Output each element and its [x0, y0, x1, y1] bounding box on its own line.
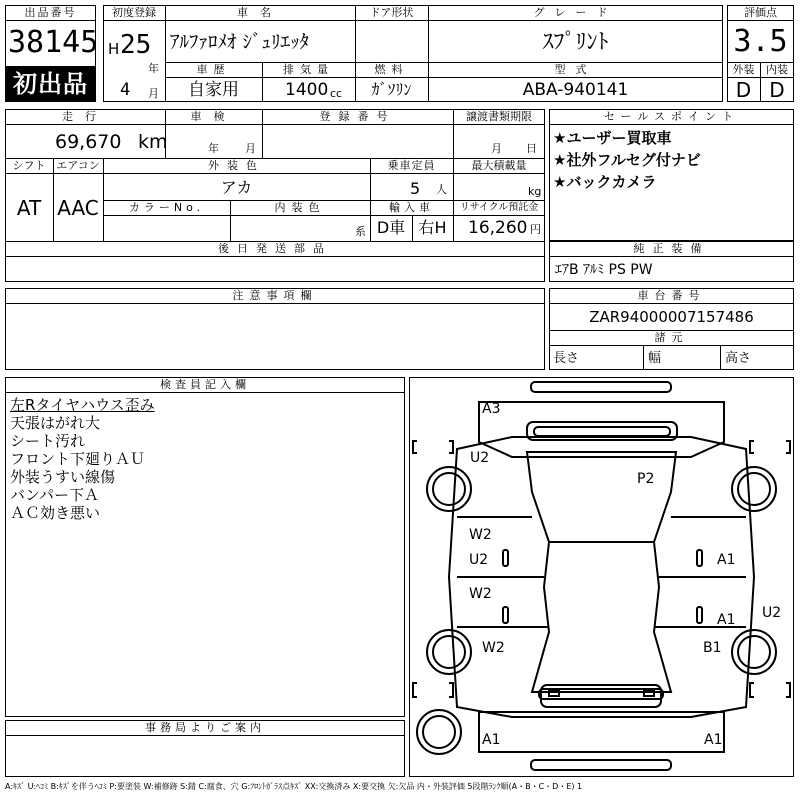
- shift-label: シフト: [12, 159, 46, 172]
- height-label: 高さ: [725, 351, 752, 366]
- transfer-month-unit: 月: [491, 142, 502, 155]
- selling-point-1: ★ユーザー買取車: [553, 129, 672, 147]
- equipment-label: 純正装備: [633, 242, 710, 255]
- mileage-label: 走行: [62, 110, 108, 123]
- max-load-unit: kg: [528, 185, 542, 198]
- lot-number-label: 出品番号: [24, 6, 77, 19]
- steering-value: 右H: [418, 218, 447, 237]
- length-label: 長さ: [553, 351, 580, 366]
- shift-value: AT: [16, 196, 42, 220]
- interior-color-label: 内装色: [274, 201, 326, 214]
- first-listing-badge: 初出品: [5, 66, 96, 102]
- fuel-value: ｶﾞｿﾘﾝ: [371, 80, 412, 99]
- color-value: アカ: [220, 178, 253, 197]
- inspector-item-7: ＡＣ効き悪い: [10, 504, 101, 522]
- first-reg-year: 25: [120, 30, 152, 60]
- later-parts-label: 後日発送部品: [218, 242, 332, 255]
- lot-number: 38145: [8, 25, 99, 60]
- cabin-outline: [532, 542, 671, 692]
- inspector-item-3: シート汚れ: [10, 432, 86, 450]
- capacity-unit: 人: [436, 183, 447, 196]
- chassis-label: 車台番号: [637, 289, 706, 302]
- selling-point-3: ★バックカメラ: [553, 173, 657, 191]
- mark-u2-front-door: U2: [469, 552, 489, 568]
- mark-b1-right: B1: [703, 640, 722, 656]
- exterior-label: 外装: [732, 63, 755, 76]
- car-diagram-svg: [409, 377, 794, 777]
- capacity-label: 乗車定員: [387, 159, 436, 172]
- model-value: ABA-940141: [522, 80, 629, 100]
- chassis-value: ZAR94000007157486: [589, 308, 754, 326]
- mark-a1-bottom-right: A1: [704, 732, 723, 748]
- color-no-label: カラーNo.: [128, 201, 205, 214]
- inspection-year-unit: 年: [208, 142, 219, 155]
- transfer-day-unit: 日: [526, 142, 537, 155]
- hood-outline: [479, 402, 724, 457]
- month-unit: 月: [148, 87, 159, 100]
- inspector-item-1: 左Rタイヤハウス歪み: [10, 396, 155, 414]
- notes-label: 注意事項欄: [232, 289, 318, 302]
- legend-text: A:ｷｽﾞ U:ﾍｺﾐ B:ｷｽﾞを伴うﾍｺﾐ P:要塗装 W:補修跡 S:錆 C:腐食、穴 G:ﾌﾛﾝﾄｶﾞﾗｽ点ｷｽﾞ XX:交換済み X:要交換 欠:欠品 内・外装評価 5段階ﾗﾝｸ順(A・B・C・D・E) 1: [5, 782, 583, 791]
- rear-bumper: [531, 760, 671, 770]
- inspector-item-4: フロント下廻りＡＵ: [10, 450, 146, 468]
- history-value: 自家用: [188, 80, 239, 100]
- mark-a1-right-rear: A1: [717, 612, 736, 628]
- inspector-label: 検査員記入欄: [160, 378, 250, 391]
- first-reg-label: 初度登録: [112, 6, 156, 19]
- displacement-unit: cc: [330, 87, 343, 100]
- mark-u2-right: U2: [762, 605, 782, 621]
- displacement-label: 排気量: [283, 63, 334, 76]
- mark-a1-right-front: A1: [717, 552, 736, 568]
- inspector-item-2: 天張はがれ大: [10, 414, 101, 432]
- selling-points-label: セールスポイント: [603, 110, 739, 123]
- mark-a1-bottom-left: A1: [482, 732, 501, 748]
- interior-label: 内装: [766, 63, 788, 76]
- mark-w2-rear-door: W2: [469, 586, 492, 602]
- recycle-label: リサイクル預託金: [459, 202, 539, 213]
- capacity-value: 5: [410, 179, 421, 198]
- history-label: 車歴: [196, 63, 231, 76]
- inspector-item-5: 外装うすい線傷: [10, 468, 116, 486]
- score-value: 3.5: [733, 24, 788, 59]
- mark-p2: P2: [637, 471, 655, 487]
- door-label: ドア形状: [369, 6, 414, 19]
- inspection-label: 車検: [190, 110, 237, 123]
- interior-grade: D: [769, 78, 785, 102]
- grade-value: ｽﾌﾟﾘﾝﾄ: [542, 30, 609, 55]
- car-name-label: 車名: [237, 6, 283, 19]
- aircon-value: AAC: [57, 196, 99, 220]
- interior-color-suffix: 系: [355, 225, 366, 238]
- equipment-value: ｴｱB ｱﾙﾐ PS PW: [555, 262, 653, 278]
- import-label: 輸入車: [389, 201, 434, 214]
- car-name: ｱﾙﾌｧﾛﾒｵ ｼﾞｭﾘｴｯﾀ: [170, 31, 310, 53]
- reg-number-label: 登録番号: [319, 110, 396, 123]
- transfer-label: 譲渡書類期限: [466, 110, 532, 123]
- displacement-value: 1400: [285, 80, 329, 100]
- mileage-unit: km: [138, 131, 168, 153]
- office-label: 事務局よりご案内: [145, 721, 265, 734]
- import-value: D車: [376, 218, 406, 237]
- mark-w2-rear-fender: W2: [482, 640, 505, 656]
- mark-u2-left-upper: U2: [470, 450, 490, 466]
- exterior-grade: D: [735, 78, 752, 102]
- recycle-unit: 円: [530, 223, 541, 236]
- fuel-label: 燃料: [374, 63, 409, 76]
- mark-w2-front-door: W2: [469, 527, 492, 543]
- score-label: 評価点: [744, 6, 777, 19]
- aircon-label: エアコン: [56, 159, 100, 172]
- recycle-value: 16,260: [468, 218, 528, 238]
- front-bumper-top: [531, 382, 671, 392]
- inspector-item-6: バンパー下Ａ: [10, 486, 99, 504]
- mark-a3: A3: [482, 401, 501, 417]
- roof-outline: [527, 452, 676, 542]
- grade-label: グレード: [533, 6, 618, 19]
- specs-label: 諸元: [654, 331, 689, 344]
- selling-point-2: ★社外フルセグ付ナビ: [553, 151, 701, 169]
- max-load-label: 最大積載量: [471, 159, 527, 172]
- mileage-value: 69,670: [55, 131, 122, 153]
- model-label: 型式: [554, 63, 597, 76]
- year-unit: 年: [148, 62, 159, 75]
- color-label: 外装色: [208, 159, 265, 172]
- era-letter: H: [108, 40, 120, 58]
- first-reg-month: 4: [120, 80, 131, 100]
- inspection-month-unit: 月: [245, 142, 256, 155]
- width-label: 幅: [648, 351, 662, 366]
